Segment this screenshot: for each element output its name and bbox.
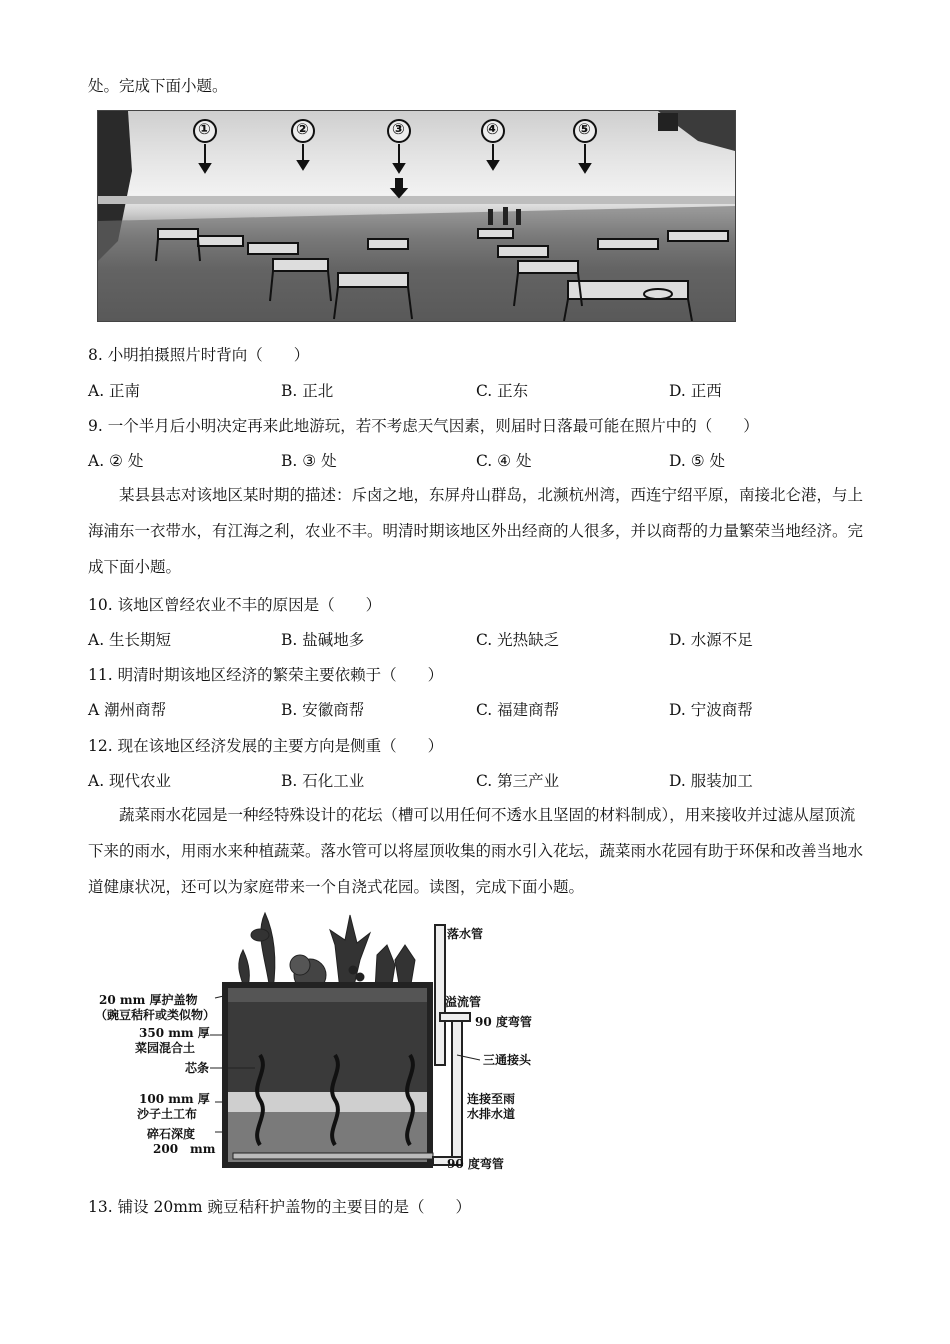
marker-2: ②: [296, 120, 309, 138]
q11-option-a[interactable]: A 潮州商帮: [88, 701, 167, 719]
q10-option-b[interactable]: B. 盐碱地多: [281, 631, 365, 649]
q12-option-c[interactable]: C. 第三产业: [476, 772, 560, 790]
q9-option-c[interactable]: C. ④ 处: [476, 452, 532, 470]
label-connect-1: 连接至雨: [467, 1092, 516, 1106]
q12-option-b[interactable]: B. 石化工业: [281, 772, 365, 790]
label-wick: 芯条: [185, 1061, 210, 1075]
q8-option-b[interactable]: B. 正北: [281, 382, 334, 400]
q12-option-a[interactable]: A. 现代农业: [88, 772, 172, 790]
label-connect-2: 水排水道: [467, 1107, 516, 1121]
label-gravel-1: 碎石深度: [147, 1127, 196, 1141]
passage-county-annals: 某县县志对该地区某时期的描述：斥卤之地，东屏舟山群岛，北濒杭州湾，西连宁绍平原，南接北仑港，与上海浦东一衣带水，有江海之利，农业不丰。明清时期该地区外出经商的人很多，并以商帮的力量繁荣当地经济。完成下面小题。: [88, 486, 864, 576]
q8-option-c[interactable]: C. 正东: [476, 382, 529, 400]
q13-stem: 13. 铺设 20mm 豌豆秸秆护盖物的主要目的是（ ）: [88, 1198, 472, 1216]
q11-option-b[interactable]: B. 安徽商帮: [281, 701, 365, 719]
beach-photo: [97, 110, 736, 322]
q9-option-b[interactable]: B. ③ 处: [281, 452, 337, 470]
label-mulch-2: （豌豆秸秆或类似物）: [95, 1008, 216, 1022]
q9-option-d[interactable]: D. ⑤ 处: [669, 452, 726, 470]
q8-option-d[interactable]: D. 正西: [669, 382, 722, 400]
label-sand-2: 沙子土工布: [137, 1107, 198, 1121]
label-mulch-1: 20 mm 厚护盖物: [99, 993, 198, 1007]
label-sand-1: 100 mm 厚: [139, 1092, 210, 1106]
label-overflow: 溢流管: [445, 995, 482, 1009]
intro-tail: 处。完成下面小题。: [88, 77, 228, 95]
label-elbow-bottom: 90 度弯管: [447, 1157, 504, 1171]
label-gravel-2: 200 mm: [153, 1142, 216, 1156]
q10-stem: 10. 该地区曾经农业不丰的原因是（ ）: [88, 596, 382, 614]
label-soil-1: 350 mm 厚: [139, 1026, 210, 1040]
q9-stem: 9. 一个半月后小明决定再来此地游玩，若不考虑天气因素，则届时日落最可能在照片中的（ ）: [88, 417, 759, 435]
rain-garden-diagram: [95, 905, 555, 1180]
q11-stem: 11. 明清时期该地区经济的繁荣主要依赖于（ ）: [88, 666, 444, 684]
label-downpipe: 落水管: [447, 927, 484, 941]
label-soil-2: 菜园混合土: [135, 1041, 196, 1055]
q10-option-a[interactable]: A. 生长期短: [88, 631, 172, 649]
q12-option-d[interactable]: D. 服装加工: [669, 772, 753, 790]
marker-3: ③: [392, 120, 405, 138]
marker-5: ⑤: [578, 120, 591, 138]
q11-option-c[interactable]: C. 福建商帮: [476, 701, 560, 719]
q12-stem: 12. 现在该地区经济发展的主要方向是侧重（ ）: [88, 737, 444, 755]
q11-option-d[interactable]: D. 宁波商帮: [669, 701, 753, 719]
q9-option-a[interactable]: A. ② 处: [88, 452, 144, 470]
q10-option-c[interactable]: C. 光热缺乏: [476, 631, 560, 649]
label-tee: 三通接头: [483, 1053, 532, 1067]
label-elbow-top: 90 度弯管: [475, 1015, 532, 1029]
q8-option-a[interactable]: A. 正南: [88, 382, 141, 400]
q8-stem: 8. 小明拍摄照片时背向（ ）: [88, 346, 310, 364]
q10-option-d[interactable]: D. 水源不足: [669, 631, 753, 649]
passage-rain-garden: 蔬菜雨水花园是一种经特殊设计的花坛（槽可以用任何不透水且坚固的材料制成），用来接收并过滤从屋顶流下来的雨水，用雨水来种植蔬菜。落水管可以将屋顶收集的雨水引入花坛，蔬菜雨水花园有助于环保和改善当地水道健康状况，还可以为家庭带来一个自浇式花园。读图，完成下面小题。: [88, 806, 864, 896]
marker-4: ④: [486, 120, 499, 138]
beach-scene: [98, 111, 735, 321]
marker-1: ①: [198, 120, 211, 138]
